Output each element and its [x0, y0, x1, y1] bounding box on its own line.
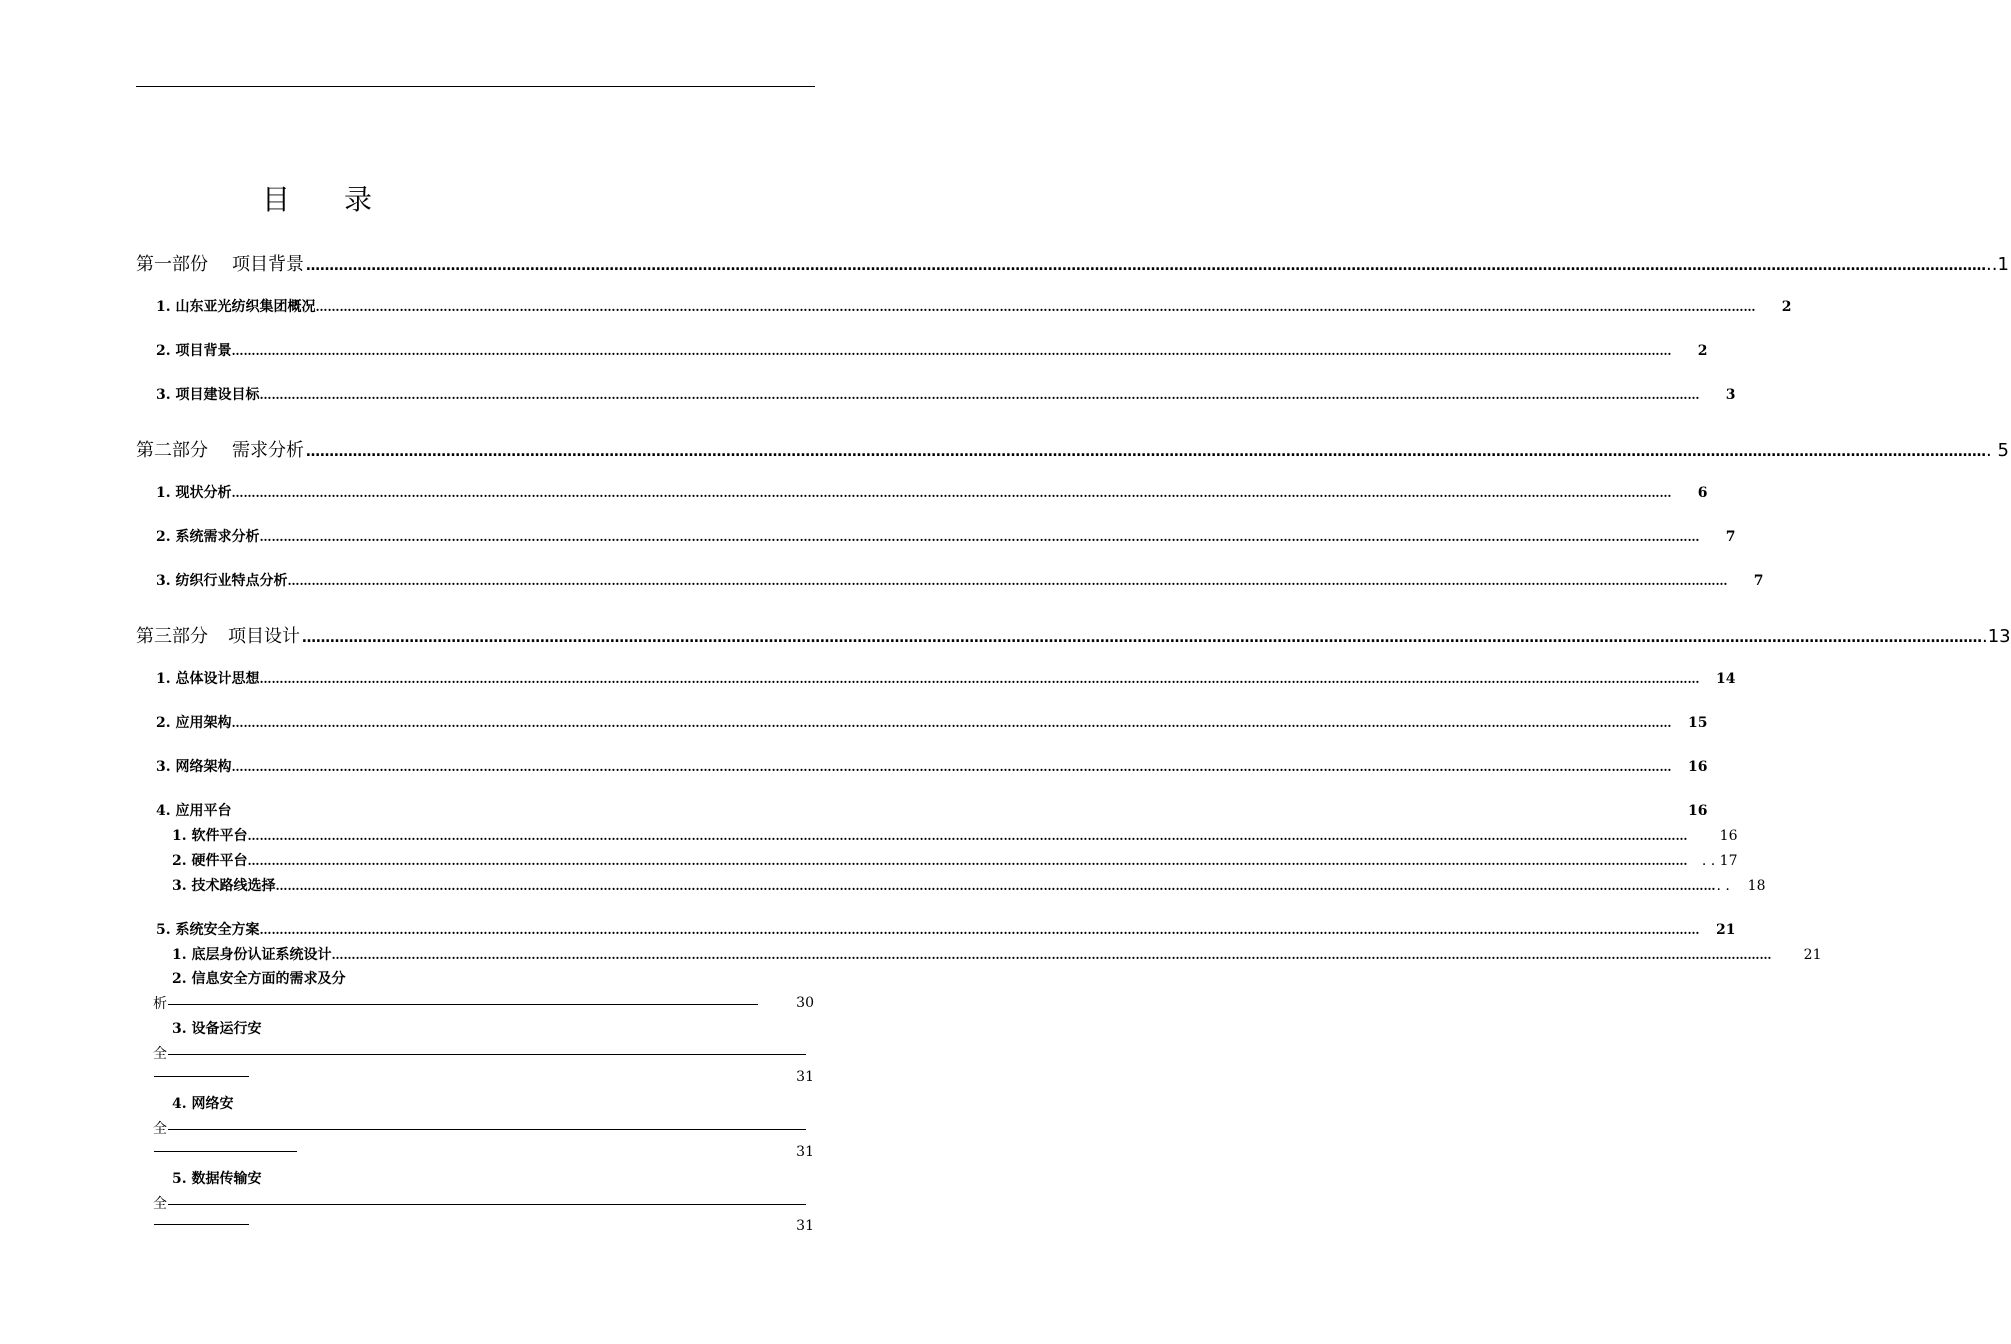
toc-subentry[interactable] [172, 944, 1822, 964]
dash-leader [154, 1151, 297, 1152]
dot-leader: ……………………………………………………………………………………………………………………………………………………………………………………………………………………………………………………………………………………………………………………………… [259, 672, 1700, 686]
page-number: 30 [796, 995, 814, 1011]
toc-subentry[interactable] [172, 875, 1766, 895]
page-number: 14 [1716, 671, 1736, 687]
toc-entry[interactable] [156, 296, 1792, 316]
toc-part-3[interactable] [136, 622, 2011, 648]
entry-label: 3. 网络架构 [156, 759, 232, 775]
dot-leader: ……………………………………………………………………………………………………………………………………………………………………………………………………………………………………………………………………………………………………………………………… [275, 879, 1716, 893]
entry-tail: 全 [153, 1046, 167, 1062]
entry-label: 2. 应用架构 [156, 715, 232, 731]
toc-entry[interactable] [156, 756, 1708, 776]
page-number: 21 [1716, 922, 1736, 938]
entry-continuation [153, 1118, 806, 1138]
page-number: . 5 [1986, 440, 2009, 461]
dash-leader [154, 1224, 249, 1225]
toc-entry[interactable] [156, 712, 1708, 732]
dot-leader: ……………………………………………………………………………………………………………………………………………………………………………………………………………………………………………………………………………………………………………………………… [259, 923, 1700, 937]
toc-title-char-2: 录 [344, 183, 373, 216]
dot-leader: ……………………………………………………………………………………………………………………………………………………………………………………………………………………………………………………………………………………………………………………………… [231, 716, 1672, 730]
part-label: 第二部分 [136, 440, 208, 461]
toc-subentry[interactable] [172, 850, 1738, 870]
dot-leader: ……………………………………………………………………………………………………………………………………………………………………………………………………………………………………………………………………………………………………………………………… [247, 829, 1688, 843]
entry-continuation [153, 1043, 806, 1063]
page-number: 16 [1719, 828, 1738, 844]
entry-label: 3. 项目建设目标 [156, 387, 260, 403]
entry-label: 1. 现状分析 [156, 485, 232, 501]
toc-part-2[interactable] [136, 436, 2009, 462]
dot-leader: ……………………………………………………………………………………………………………………………………………………………………………………………………………………………………………………………………………………………………………………………… [259, 388, 1700, 402]
dot-leader: ……………………………………………………………………………………………………………………………………………………………………………………………………………………………………………………………………………………………………………………………… [247, 854, 1688, 868]
dash-continuation [153, 1143, 297, 1159]
entry-continuation [153, 1193, 806, 1213]
part-label: 第三部分 [136, 626, 208, 647]
toc-entry[interactable] [156, 340, 1708, 360]
page-number: 16 [1688, 803, 1708, 819]
toc-entry[interactable] [156, 526, 1736, 546]
page-number: . . 17 [1701, 853, 1738, 869]
page-number: 31 [796, 1218, 814, 1234]
dash-continuation [153, 1216, 249, 1232]
toc-entry[interactable] [156, 482, 1708, 502]
dash-continuation [153, 1068, 249, 1084]
toc-entry[interactable] [156, 800, 1708, 820]
part-name: 需求分析 [232, 440, 304, 461]
part-name: 项目背景 [232, 254, 304, 275]
page-number: 3 [1725, 387, 1736, 403]
part-label: 第一部份 [136, 254, 208, 275]
entry-label: 2. 项目背景 [156, 343, 232, 359]
dot-leader: ……………………………………………………………………………………………………………………………………………………………………………………………………………………………………………………………………………………………………………………………… [231, 760, 1672, 774]
toc-entry[interactable] [156, 570, 1764, 590]
page-number: 6 [1697, 485, 1708, 501]
page-number: 16 [1688, 759, 1708, 775]
page-number: 31 [796, 1144, 814, 1160]
entry-tail: 全 [153, 1121, 167, 1137]
page-number: .13 [1982, 626, 2011, 647]
dot-leader: ……………………………………………………………………………………………………………………………………………………………………………………………………………………………………………………………………………………………………………………………… [331, 948, 1772, 962]
entry-label: 4. 应用平台 [156, 803, 232, 819]
dot-leader: ……………………………………………………………………………………………………………………………………………………………………………………………………………………………………………………………………………………………………………………………… [315, 300, 1756, 314]
toc-title-char-1: 目 [262, 183, 291, 216]
toc-entry[interactable] [156, 384, 1736, 404]
page-number: ..1 [1986, 254, 2009, 275]
entry-label: 1. 底层身份认证系统设计 [172, 947, 332, 963]
toc-entry[interactable] [156, 668, 1736, 688]
dot-leader: ……………………………………………………………………………………………………………………………………………………………………………………………………………………………………………………………………………………………………………………………… [231, 486, 1672, 500]
dash-leader [168, 1054, 806, 1055]
entry-label: 2. 硬件平台 [172, 853, 248, 869]
dash-leader [168, 1204, 806, 1205]
entry-label[interactable]: 5. 数据传输安 [172, 1171, 262, 1187]
entry-label: 1. 总体设计思想 [156, 671, 260, 687]
page-number: 2 [1697, 343, 1708, 359]
dash-leader [168, 1129, 806, 1130]
toc-entry[interactable] [156, 919, 1736, 939]
dot-leader: ……………………………………………………………………………………………………………………………………………………………………………………………………………………………………………………………………………………………………………………………… [287, 574, 1728, 588]
toc-subentry[interactable] [172, 825, 1738, 845]
dash-leader [168, 1004, 758, 1005]
dot-leader: ……………………………………………………………………………………………………………………………………………………………………………………………………………………………………………………………………………………………………………………………… [259, 530, 1700, 544]
entry-label: 1. 软件平台 [172, 828, 248, 844]
entry-label: 3. 技术路线选择 [172, 878, 276, 894]
page-number: 31 [796, 1069, 814, 1085]
entry-label: 3. 纺织行业特点分析 [156, 573, 288, 589]
entry-label[interactable]: 4. 网络安 [172, 1096, 234, 1112]
entry-label: 5. 系统安全方案 [156, 922, 260, 938]
entry-tail: 析 [153, 996, 167, 1012]
page-number: 7 [1753, 573, 1764, 589]
toc-title [262, 178, 372, 218]
page-number: 15 [1688, 715, 1708, 731]
dot-leader: ……………………………………………………………………………………………………………………………………………………………………………………………………………………………………………………………………………………………………………………………… [306, 444, 1986, 460]
page-number: 2 [1781, 299, 1792, 315]
dot-leader: ……………………………………………………………………………………………………………………………………………………………………………………………………………………………………………………………………………………………………………………………… [306, 258, 1986, 274]
dot-leader: ……………………………………………………………………………………………………………………………………………………………………………………………………………………………………………………………………………………………………………………………… [302, 630, 1982, 646]
page-number: . . 18 [1716, 878, 1766, 894]
page-number: 7 [1725, 529, 1736, 545]
header-rule [136, 86, 815, 87]
toc-part-1[interactable] [136, 250, 2009, 276]
dash-leader [154, 1076, 249, 1077]
entry-label: 1. 山东亚光纺织集团概况 [156, 299, 316, 315]
entry-tail: 全 [153, 1196, 167, 1212]
dot-leader: ……………………………………………………………………………………………………………………………………………………………………………………………………………………………………………………………………………………………………………………………… [231, 344, 1672, 358]
part-name: 项目设计 [228, 626, 300, 647]
entry-label[interactable]: 3. 设备运行安 [172, 1021, 262, 1037]
entry-label: 2. 系统需求分析 [156, 529, 260, 545]
page-number: 21 [1803, 947, 1822, 963]
entry-continuation [153, 993, 758, 1013]
entry-label[interactable]: 2. 信息安全方面的需求及分 [172, 971, 346, 987]
